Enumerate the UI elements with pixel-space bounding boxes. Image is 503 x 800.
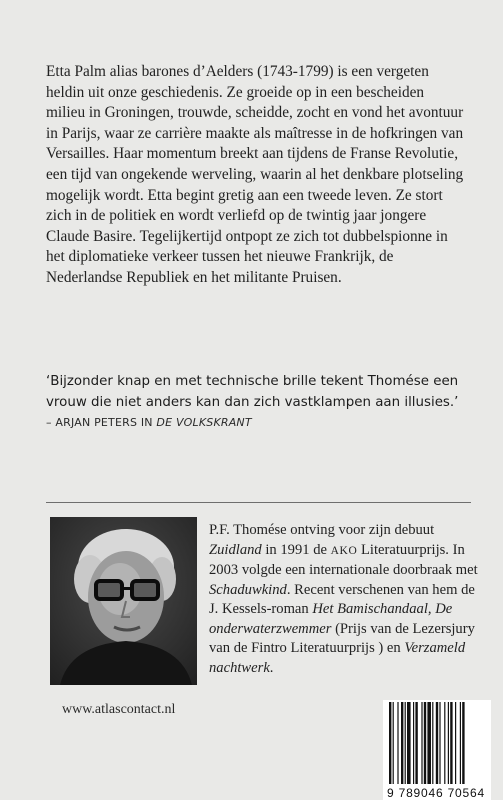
author-photo <box>50 517 197 685</box>
quote-text: ‘Bijzonder knap en met technische brille tekent Thomése een vrouw die niet anders kan dan zich vastklampen aan illusies.’ <box>46 374 459 410</box>
review-quote <box>46 372 466 434</box>
quote-source: DE VOLKSKRANT <box>156 416 252 429</box>
back-cover-blurb: Etta Palm alias barones d’Aelders (1743-1799) is een vergeten heldin uit onze geschiedenis. Ze groeide op in een bescheiden milieu in Groningen, trouwde, scheidde, zocht en vond het avontuur in Parijs, waar ze carrière maakte als maîtresse in de hofkringen van Versailles. Haar momentum breekt aan tijdens de Franse Revolutie, een tijd van ongekende werveling, waarin al het denkbare plotseling mogelijk wordt. Etta begint gretig aan een tweede leven. Ze stort zich in de politiek en wordt verliefd op de twintig jaar jongere Claude Basire. Tegelijkertijd ontpopt ze zich tot dubbelspionne in het diplomatieke verkeer tussen het nieuwe Frankrijk, de Nederlandse Republiek en het militante Pruisen. <box>46 63 464 286</box>
author-bio: P.F. Thomése ontving voor zijn debuut Zuidland in 1991 de AKO Literatuurprijs. In 2003 volgde een internationale doorbraak met Schaduwkind. Recent verschenen van hem de J. Kessels-roman Het Bamischandaal, De onderwaterzwemmer (Prijs van de Lezersjury van de Fintro Literatuurprijs ) en Verzameld nachtwerk. <box>209 522 478 676</box>
book-title: Schaduwkind <box>209 581 287 598</box>
book-title: Het Bamischandaal <box>312 601 428 617</box>
book-title: Verzameld nachtwerk <box>209 640 466 676</box>
book-title: De onderwaterzwemmer <box>209 601 453 637</box>
prize-abbreviation: AKO <box>330 544 358 557</box>
isbn-number: 9 789046 70564 <box>387 786 485 800</box>
isbn-barcode <box>383 700 491 800</box>
divider-line <box>46 502 471 503</box>
book-title: Zuidland <box>209 541 262 558</box>
publisher-url[interactable]: www.atlascontact.nl <box>62 702 176 717</box>
quote-attribution: – ARJAN PETERS IN DE VOLKSKRANT <box>46 416 252 429</box>
